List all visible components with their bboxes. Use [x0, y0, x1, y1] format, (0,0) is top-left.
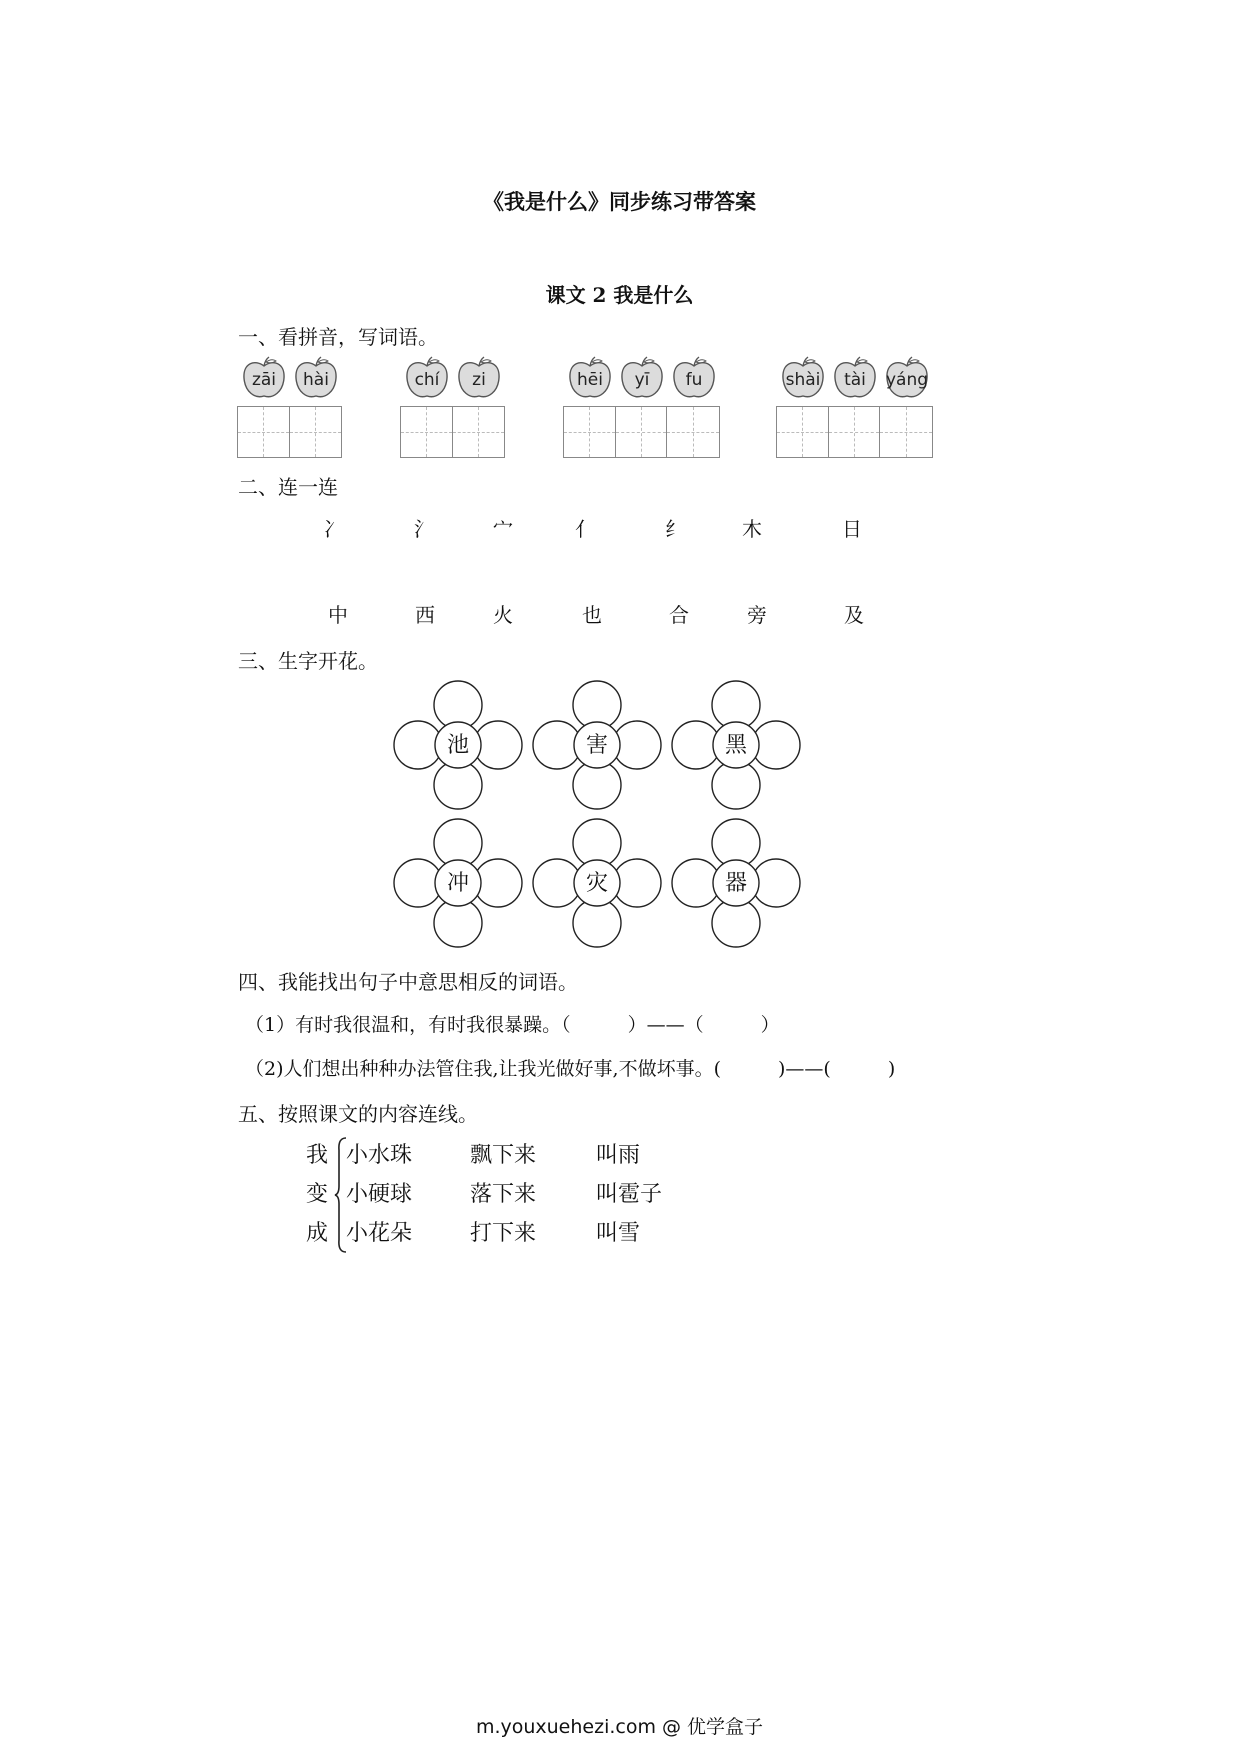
writing-cell[interactable] — [290, 407, 342, 457]
flower-exercise[interactable] — [532, 818, 662, 948]
link-item-col3[interactable]: 叫雨 — [596, 1143, 641, 1168]
flower-exercise[interactable] — [671, 818, 801, 948]
section3-heading: 三、生字开花。 — [238, 649, 378, 673]
character-item[interactable]: 及 — [844, 603, 864, 627]
page-title: 《我是什么》同步练习带答案 — [483, 189, 756, 214]
pinyin-syllable: zāi — [251, 370, 277, 390]
link-item-col1[interactable]: 小硬球 — [346, 1182, 413, 1207]
apple-icon — [241, 356, 287, 400]
prefix-char: 成 — [306, 1221, 329, 1246]
writing-cell[interactable] — [777, 407, 829, 457]
pinyin-syllable: shài — [785, 370, 821, 390]
link-item-col2[interactable]: 飘下来 — [470, 1143, 537, 1168]
writing-grid-4[interactable] — [776, 406, 933, 458]
apple-icon — [619, 356, 665, 400]
pinyin-syllable: yī — [634, 370, 650, 390]
prefix-char: 我 — [306, 1143, 329, 1168]
pinyin-syllable: fu — [685, 370, 703, 390]
writing-cell[interactable] — [880, 407, 932, 457]
apple-icon — [884, 356, 930, 400]
section1-heading: 一、看拼音，写词语。 — [238, 325, 438, 349]
flower-center-char: 灾 — [585, 871, 608, 896]
flower-center-char: 冲 — [446, 871, 469, 896]
writing-cell[interactable] — [564, 407, 616, 457]
prefix-char: 变 — [306, 1182, 329, 1207]
writing-grid-3[interactable] — [563, 406, 720, 458]
character-item[interactable]: 中 — [328, 603, 348, 627]
flower-center-char: 池 — [446, 733, 469, 758]
pinyin-syllable: yáng — [885, 370, 929, 390]
pinyin-syllable: chí — [414, 370, 440, 390]
flower-exercise[interactable] — [671, 680, 801, 810]
apple-icon — [780, 356, 826, 400]
apple-icon — [671, 356, 717, 400]
section2-heading: 二、连一连 — [238, 475, 338, 499]
link-item-col2[interactable]: 落下来 — [470, 1182, 537, 1207]
writing-cell[interactable] — [667, 407, 719, 457]
flower-center-char: 害 — [585, 733, 608, 758]
writing-grid-2[interactable] — [400, 406, 505, 458]
flower-exercise[interactable] — [393, 818, 523, 948]
footer-watermark: m.youxuehezi.com @ 优学盒子 — [475, 1716, 764, 1738]
pinyin-syllable: hài — [303, 370, 329, 390]
character-item[interactable]: 也 — [582, 603, 602, 627]
radical-item[interactable]: 日 — [842, 517, 862, 541]
link-item-col3[interactable]: 叫雪 — [596, 1221, 641, 1246]
radical-item[interactable]: 木 — [742, 517, 762, 541]
writing-cell[interactable] — [829, 407, 881, 457]
character-item[interactable]: 合 — [669, 603, 689, 627]
section4-heading: 四、我能找出句子中意思相反的词语。 — [238, 970, 578, 994]
link-item-col3[interactable]: 叫雹子 — [596, 1182, 663, 1207]
pinyin-syllable: zi — [472, 370, 486, 390]
lesson-subtitle: 课文 2 我是什么 — [545, 283, 694, 307]
link-item-col1[interactable]: 小水珠 — [346, 1143, 413, 1168]
apple-icon — [404, 356, 450, 400]
radical-item[interactable]: 纟 — [665, 517, 685, 541]
flower-center-char: 黑 — [724, 733, 747, 758]
apple-icon — [832, 356, 878, 400]
radical-item[interactable]: 亻 — [575, 517, 595, 541]
link-item-col1[interactable]: 小花朵 — [346, 1221, 413, 1246]
pinyin-syllable: tài — [844, 370, 866, 390]
writing-cell[interactable] — [401, 407, 453, 457]
flower-exercise[interactable] — [532, 680, 662, 810]
writing-cell[interactable] — [238, 407, 290, 457]
sentence-item-2[interactable]: （2)人们想出种种办法管住我,让我光做好事,不做坏事。( )——( ) — [245, 1058, 896, 1080]
writing-cell[interactable] — [616, 407, 668, 457]
link-item-col2[interactable]: 打下来 — [470, 1221, 537, 1246]
flower-center-char: 器 — [724, 871, 747, 896]
apple-icon — [293, 356, 339, 400]
flower-exercise[interactable] — [393, 680, 523, 810]
writing-grid-1[interactable] — [237, 406, 342, 458]
sentence-item-1[interactable]: （1）有时我很温和，有时我很暴躁。（ ）——（ ） — [245, 1014, 780, 1036]
apple-icon — [567, 356, 613, 400]
radical-item[interactable]: 冫 — [323, 517, 343, 541]
radical-item[interactable]: 宀 — [493, 517, 513, 541]
writing-cell[interactable] — [453, 407, 505, 457]
radical-item[interactable]: 氵 — [414, 517, 434, 541]
section5-heading: 五、按照课文的内容连线。 — [238, 1102, 478, 1126]
apple-icon — [456, 356, 502, 400]
character-item[interactable]: 火 — [493, 603, 513, 627]
pinyin-syllable: hēi — [577, 370, 603, 390]
character-item[interactable]: 西 — [415, 603, 435, 627]
character-item[interactable]: 旁 — [747, 603, 767, 627]
